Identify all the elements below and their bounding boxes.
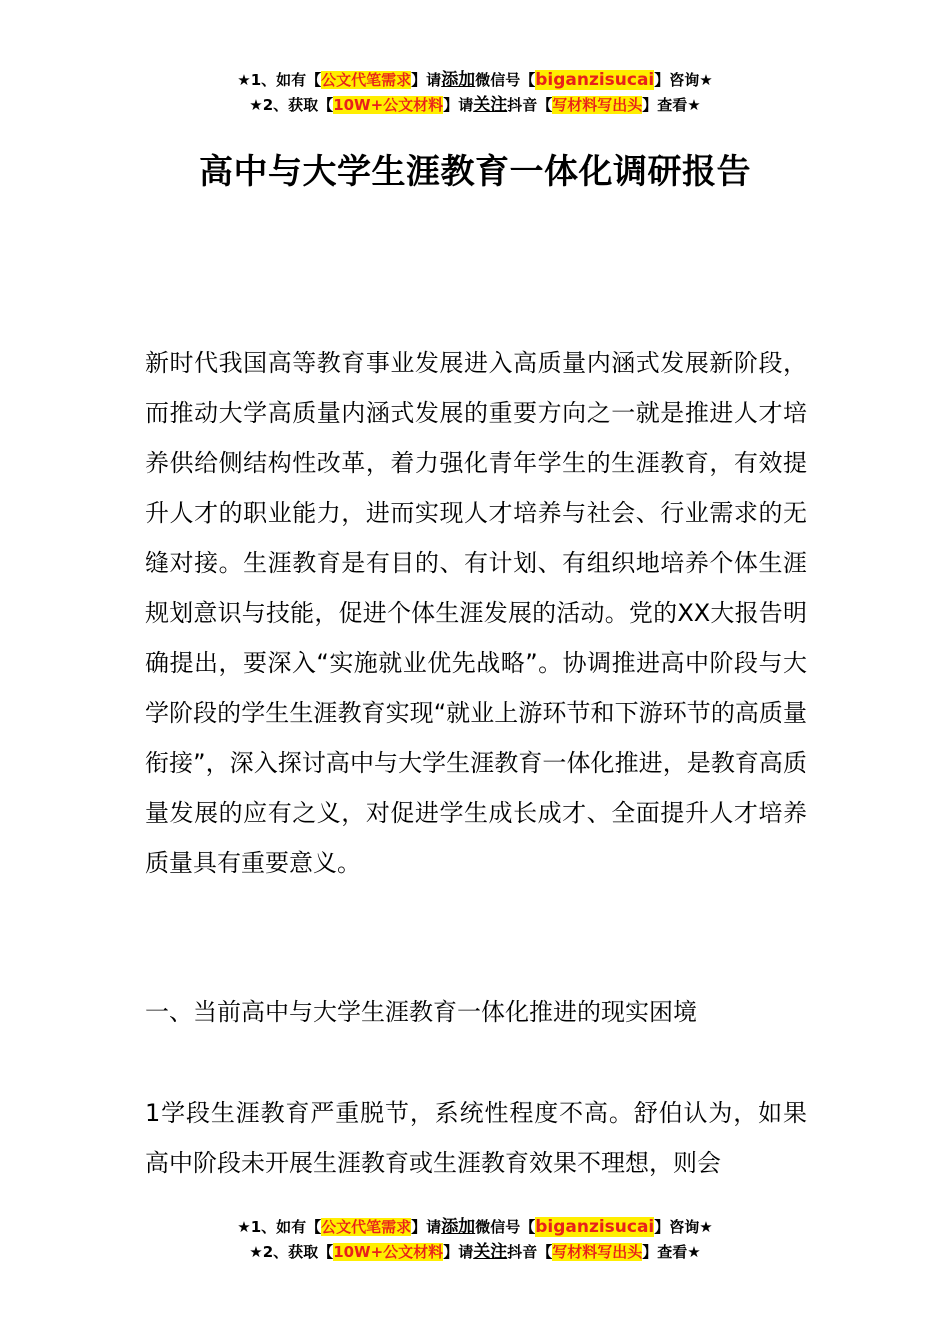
promo-line-1 (0, 68, 950, 93)
promo-text: 】咨询★ (654, 1218, 713, 1236)
promo-highlight: 10W+公文材料 (333, 96, 444, 114)
promo-banner-top (0, 68, 950, 118)
promo-text: 微信号【 (475, 71, 536, 89)
promo-highlight: biganzisucai (535, 70, 655, 90)
body-paragraph-1: 新时代我国高等教育事业发展进入高质量内涵式发展新阶段，而推动大学高质量内涵式发展的重要方向之一就是推进人才培养供给侧结构性改革，着力强化青年学生的生涯教育，有效提升人才的职业能力，进而实现人才培养与社会、行业需求的无缝对接。生涯教育是有目的、有计划、有组织地培养个体生涯规划意识与技能，促进个体生涯发展的活动。党的XX大报告明确提出，要深入“实施就业优先战略”。协调推进高中阶段与大学阶段的学生生涯教育实现“就业上游环节和下游环节的高质量衔接”，深入探讨高中与大学生涯教育一体化推进，是教育高质量发展的应有之义，对促进学生成长成才、全面提升人才培养质量具有重要意义。 (145, 349, 807, 877)
promo-emphasis: 关注 (473, 1242, 508, 1262)
promo-text: 微信号【 (475, 1218, 536, 1236)
document-title: 高中与大学生涯教育一体化调研报告 (199, 152, 751, 192)
promo-text: 】请 (411, 1218, 442, 1236)
promo-highlight: 写材料写出头 (552, 1243, 643, 1261)
promo-highlight: 公文代笔需求 (321, 1218, 412, 1236)
promo-highlight: 10W+公文材料 (333, 1243, 444, 1261)
promo-text: 】查看★ (642, 1243, 701, 1261)
promo-highlight: 写材料写出头 (552, 96, 643, 114)
promo-highlight: biganzisucai (535, 1217, 655, 1237)
promo-line-2 (0, 93, 950, 118)
promo-emphasis: 添加 (441, 1217, 476, 1237)
promo-text: 】请 (443, 1243, 474, 1261)
promo-highlight: 公文代笔需求 (321, 71, 412, 89)
body-paragraph-2: 1学段生涯教育严重脱节，系统性程度不高。舒伯认为，如果高中阶段未开展生涯教育或生涯教育效果不理想，则会 (145, 1099, 807, 1177)
section-heading-1: 一、当前高中与大学生涯教育一体化推进的现实困境 (145, 998, 697, 1026)
promo-line-1 (0, 1215, 950, 1240)
promo-text: ★2、获取【 (249, 1243, 334, 1261)
promo-text: ★1、如有【 (237, 1218, 322, 1236)
promo-text: 】请 (411, 71, 442, 89)
promo-text: 】请 (443, 96, 474, 114)
promo-line-2 (0, 1240, 950, 1265)
promo-text: 抖音【 (507, 1243, 553, 1261)
promo-text: ★1、如有【 (237, 71, 322, 89)
promo-banner-bottom (0, 1215, 950, 1265)
promo-emphasis: 添加 (441, 70, 476, 90)
promo-text: 】查看★ (642, 96, 701, 114)
promo-text: 抖音【 (507, 96, 553, 114)
promo-emphasis: 关注 (473, 95, 508, 115)
promo-text: ★2、获取【 (249, 96, 334, 114)
promo-text: 】咨询★ (654, 71, 713, 89)
